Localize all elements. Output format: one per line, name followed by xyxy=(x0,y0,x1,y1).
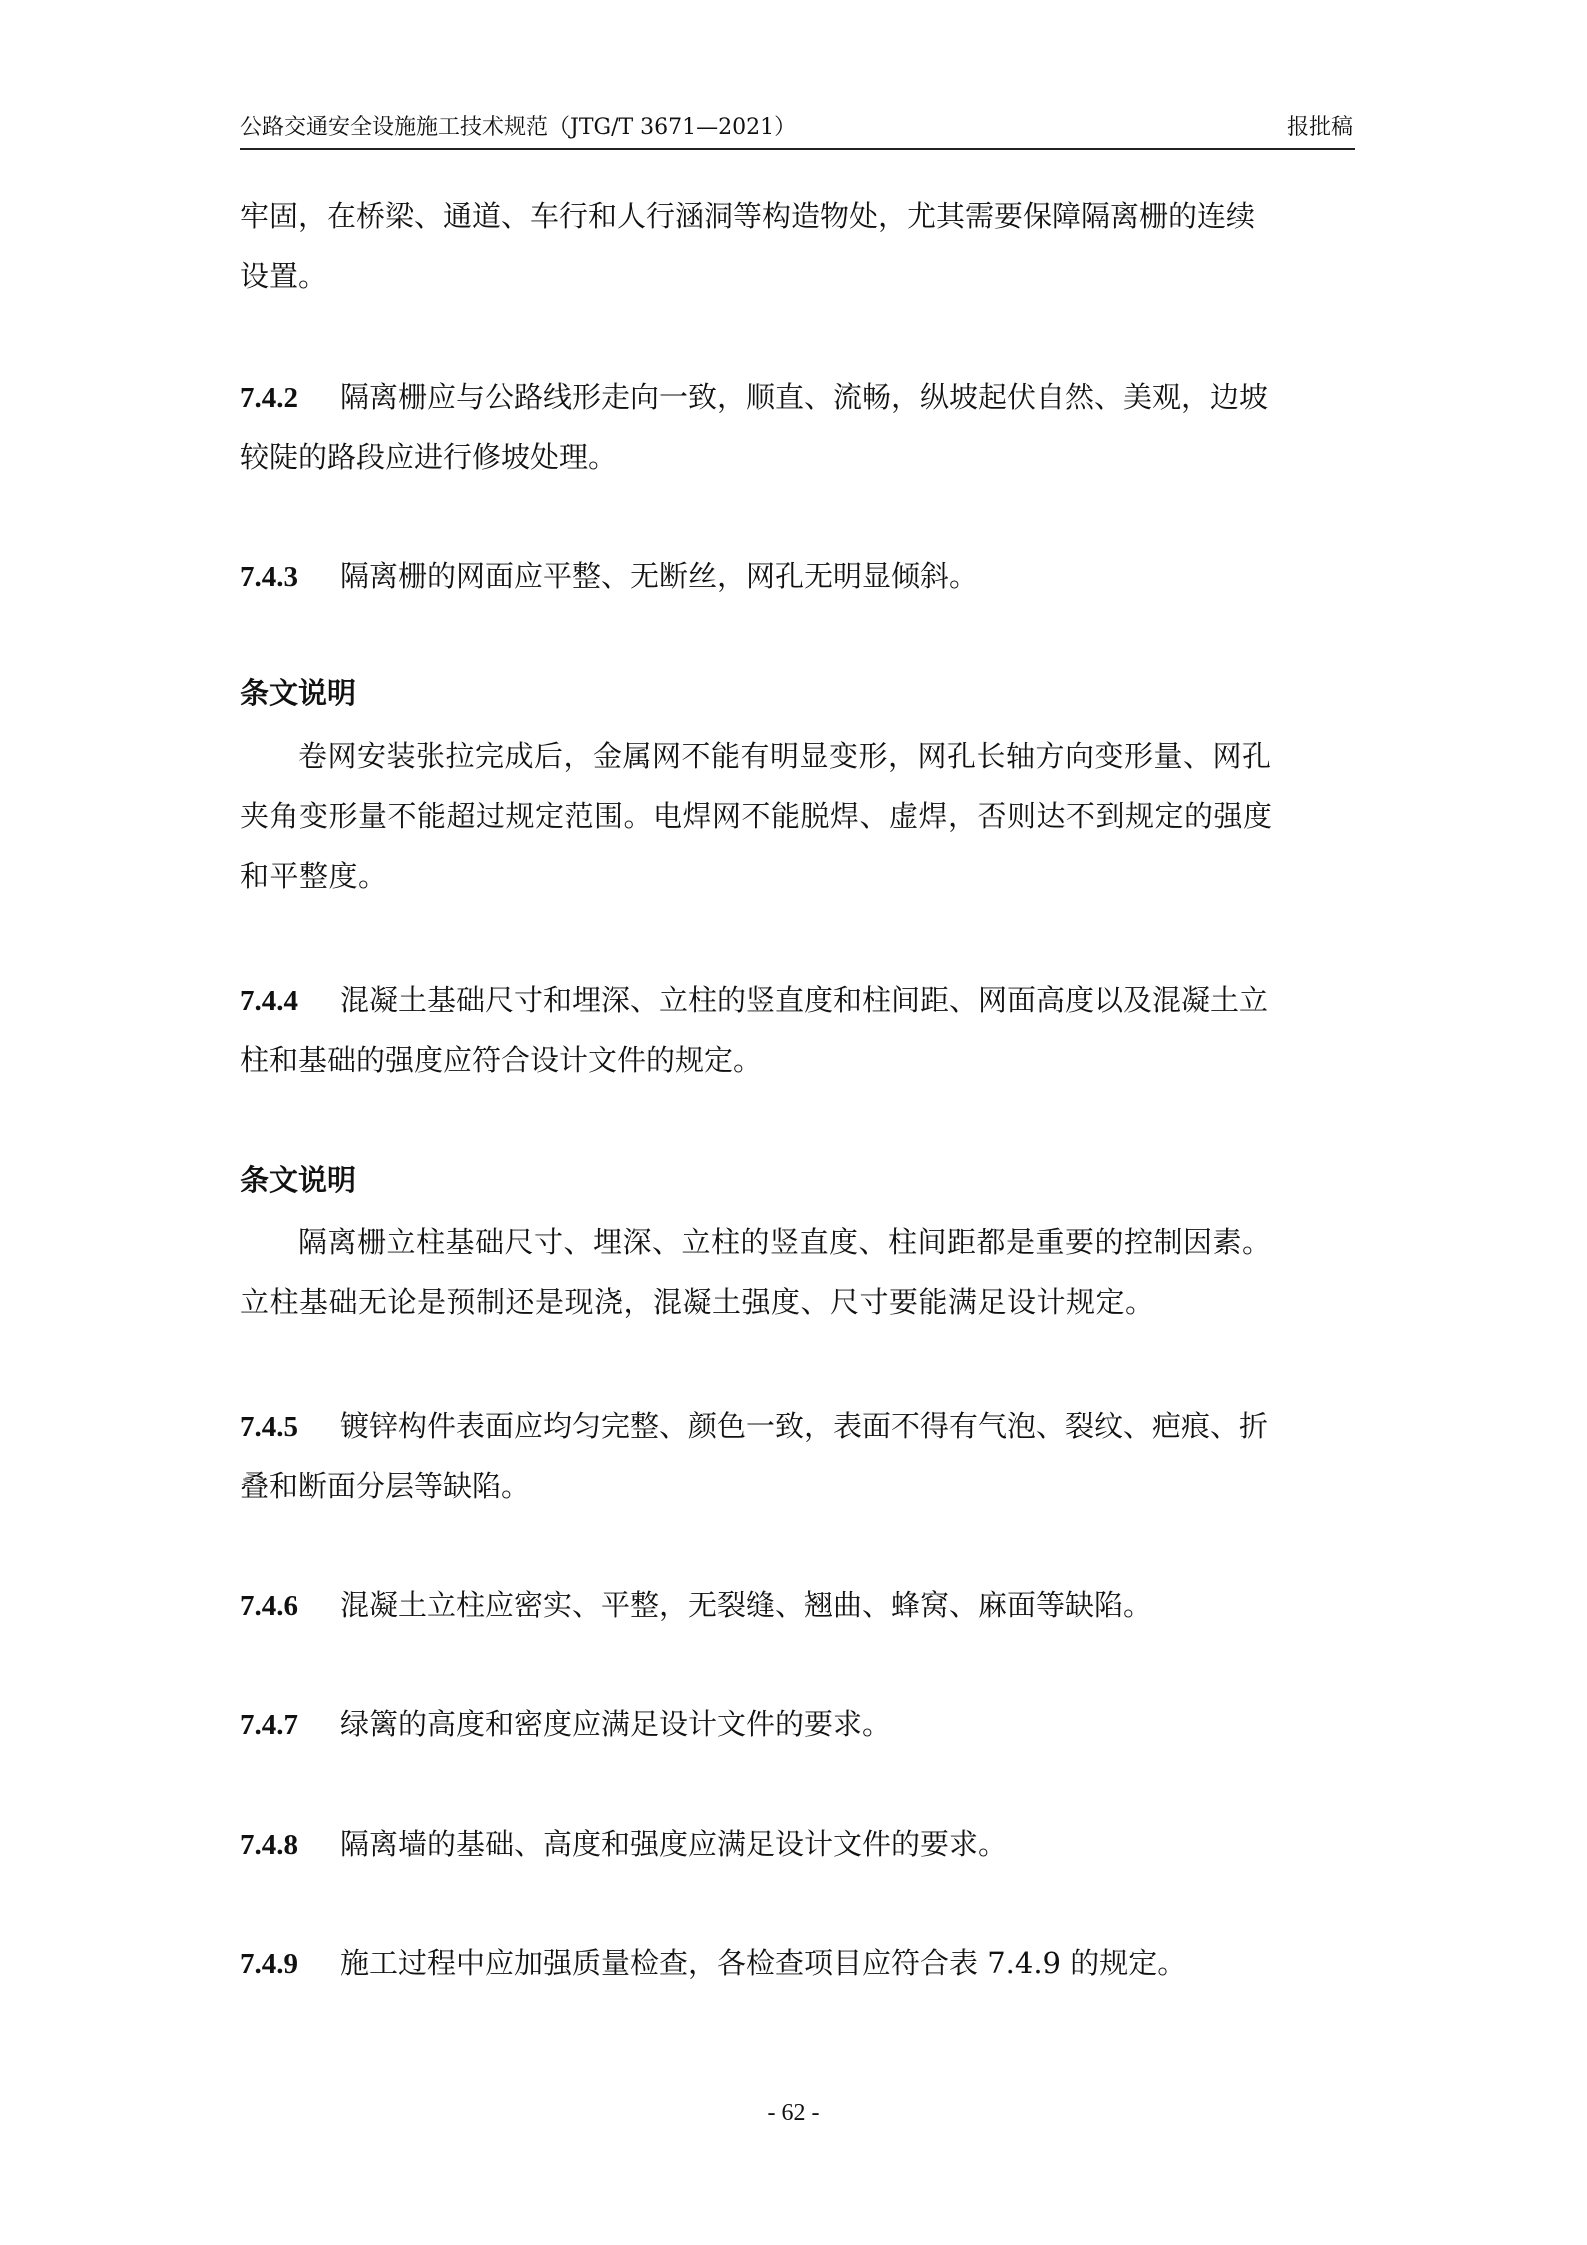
page-number: - 62 - xyxy=(767,2100,820,2126)
clause-text: 混凝土基础尺寸和埋深、立柱的竖直度和柱间距、网面高度以及混凝土立 xyxy=(340,983,1269,1017)
continued-paragraph xyxy=(240,186,1355,306)
clause-text: 绿篱的高度和密度应满足设计文件的要求。 xyxy=(340,1707,892,1741)
clause-number: 7.4.2 xyxy=(240,382,298,414)
clause-7-4-4 xyxy=(240,970,1355,1090)
document-title: 公路交通安全设施施工技术规范（JTG/T 3671—2021） xyxy=(240,115,797,140)
clause-number: 7.4.3 xyxy=(240,561,298,593)
clause-text-line: 叠和断面分层等缺陷。 xyxy=(240,1469,531,1503)
page-header xyxy=(240,108,1355,150)
clause-number: 7.4.6 xyxy=(240,1590,298,1622)
clause-text-line: 较陡的路段应进行修坡处理。 xyxy=(240,440,618,474)
paragraph-line: 夹角变形量不能超过规定范围。电焊网不能脱焊、虚焊，否则达不到规定的强度 xyxy=(240,799,1273,833)
paragraph-line: 设置。 xyxy=(240,259,328,293)
clause-7-4-8 xyxy=(240,1814,1355,1874)
clause-7-4-7 xyxy=(240,1694,1355,1754)
clause-text: 镀锌构件表面应均匀完整、颜色一致，表面不得有气泡、裂纹、疤痕、折 xyxy=(340,1409,1269,1443)
clause-number: 7.4.4 xyxy=(240,985,298,1017)
clause-text: 隔离栅的网面应平整、无断丝，网孔无明显倾斜。 xyxy=(340,559,979,593)
clause-text: 隔离栅应与公路线形走向一致，顺直、流畅，纵坡起伏自然、美观，边坡 xyxy=(340,380,1269,414)
paragraph-line: 和平整度。 xyxy=(240,859,388,893)
clause-7-4-9 xyxy=(240,1933,1355,1993)
clause-number: 7.4.8 xyxy=(240,1829,298,1861)
paragraph-line: 隔离栅立柱基础尺寸、埋深、立柱的竖直度、柱间距都是重要的控制因素。 xyxy=(298,1225,1272,1259)
clause-7-4-6 xyxy=(240,1575,1355,1635)
paragraph-line: 立柱基础无论是预制还是现浇，混凝土强度、尺寸要能满足设计规定。 xyxy=(240,1285,1155,1319)
clause-7-4-3 xyxy=(240,546,1355,606)
explanation-heading: 条文说明 xyxy=(240,676,357,710)
clause-7-4-5 xyxy=(240,1396,1355,1516)
explanation-heading: 条文说明 xyxy=(240,1163,357,1197)
clause-number: 7.4.9 xyxy=(240,1948,298,1980)
clause-number: 7.4.7 xyxy=(240,1709,298,1741)
clause-text: 施工过程中应加强质量检查，各检查项目应符合表 7.4.9 的规定。 xyxy=(340,1946,1187,1980)
paragraph-line: 卷网安装张拉完成后，金属网不能有明显变形，网孔长轴方向变形量、网孔 xyxy=(298,739,1272,773)
clause-text-line: 柱和基础的强度应符合设计文件的规定。 xyxy=(240,1043,763,1077)
clause-text: 混凝土立柱应密实、平整，无裂缝、翘曲、蜂窝、麻面等缺陷。 xyxy=(340,1588,1153,1622)
clause-text: 隔离墙的基础、高度和强度应满足设计文件的要求。 xyxy=(340,1827,1008,1861)
document-status: 报批稿 xyxy=(1286,115,1353,140)
explanation-paragraph xyxy=(240,1212,1355,1332)
clause-7-4-2 xyxy=(240,367,1355,487)
paragraph-line: 牢固，在桥梁、通道、车行和人行涵洞等构造物处，尤其需要保障隔离栅的连续 xyxy=(240,199,1256,233)
clause-number: 7.4.5 xyxy=(240,1411,298,1443)
explanation-paragraph xyxy=(240,726,1355,906)
